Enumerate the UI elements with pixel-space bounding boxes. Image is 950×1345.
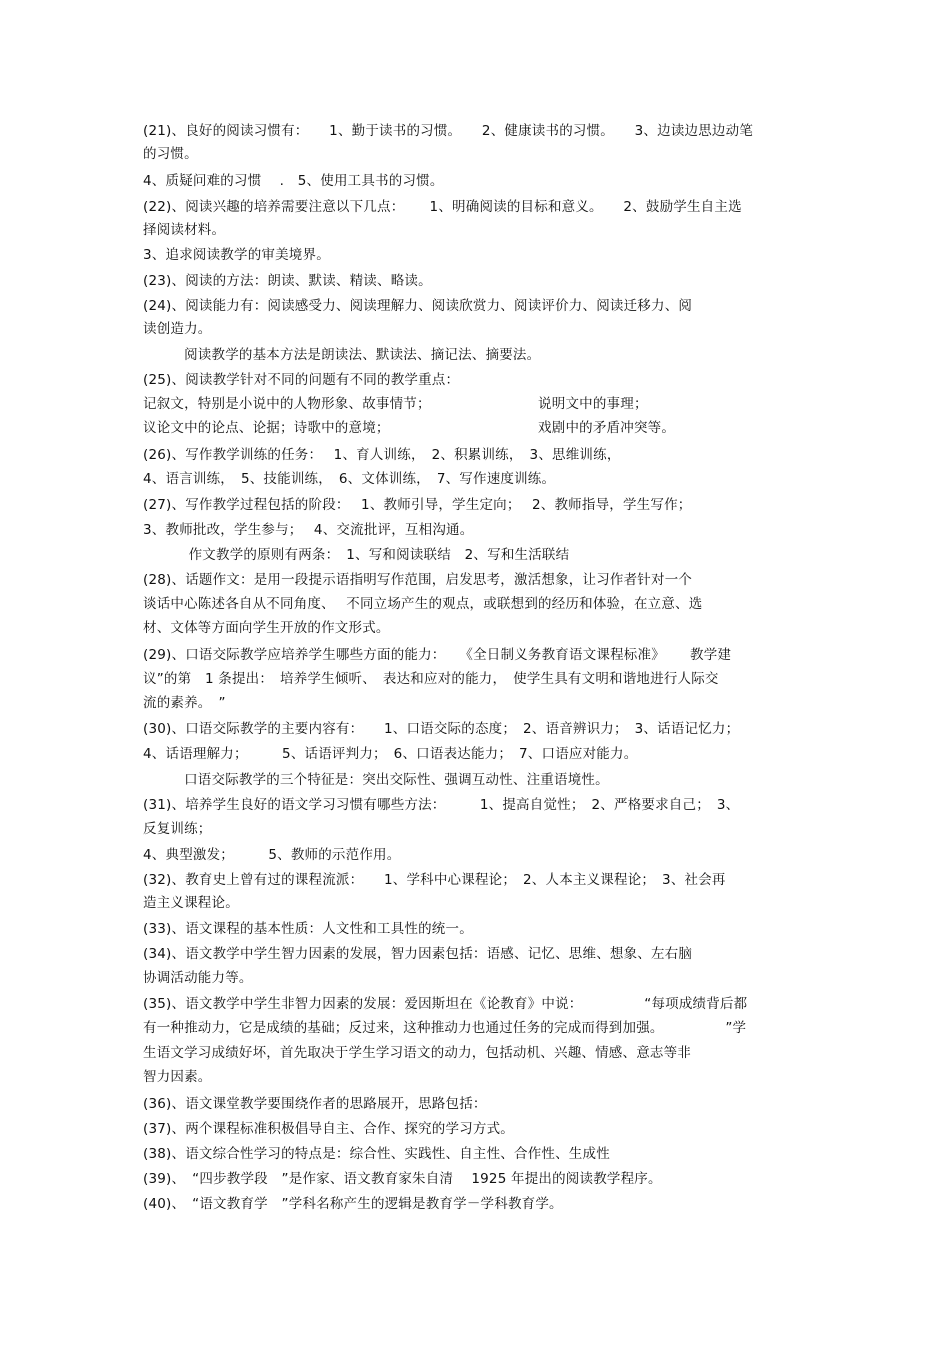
text-line: 阅读教学的基本方法是朗读法、默读法、摘记法、摘要法。 (143, 347, 541, 363)
text-line: 4、语言训练， 5、技能训练， 6、文体训练， 7、写作速度训练。 (143, 471, 556, 487)
text-line: 生语文学习成绩好坏，首先取决于学生学习语文的动力，包括动机、兴趣、情感、意志等非 (143, 1045, 691, 1061)
text-line: (32)、教育史上曾有过的课程流派： 1、学科中心课程论； 2、人本主义课程论； 3、社会再 (143, 872, 726, 888)
text-line: (23)、阅读的方法：朗读、默读、精读、略读。 (143, 273, 432, 289)
text-line: 作文教学的原则有两条： 1、写和阅读联结 2、写和生活联结 (143, 547, 570, 563)
text-line: (31)、培养学生良好的语文学习习惯有哪些方法： 1、提高自觉性； 2、严格要求自己； 3、 (143, 797, 740, 813)
text-line: 读创造力。 (143, 321, 212, 337)
text-line: 造主义课程论。 (143, 895, 239, 911)
text-line: 材、文体等方面向学生开放的作文形式。 (143, 620, 390, 636)
text-line: 3、教师批改，学生参与； 4、交流批评，互相沟通。 (143, 522, 474, 538)
text-line: (26)、写作教学训练的任务： 1、育人训练， 2、积累训练， 3、思维训练， (143, 447, 621, 463)
text-line: 反复训练； (143, 821, 212, 837)
text-line: 议”的第 1 条提出： 培养学生倾听、 表达和应对的能力， 使学生具有文明和谐地进行人际交 (143, 671, 719, 687)
text-line: 流的素养。 ” (143, 695, 226, 711)
text-line: (33)、语文课程的基本性质：人文性和工具性的统一。 (143, 921, 473, 937)
text-line: (28)、话题作文：是用一段提示语指明写作范围，启发思考，激活想象，让习作者针对一个 (143, 572, 693, 588)
text-line: (29)、口语交际教学应培养学生哪些方面的能力： 《全日制义务教育语文课程标准》 教学建 (143, 647, 732, 663)
text-line: 智力因素。 (143, 1069, 212, 1085)
text-line: 协调活动能力等。 (143, 970, 253, 986)
text-line: 的习惯。 (143, 146, 198, 162)
text-line: 有一种推动力，它是成绩的基础；反过来，这种推动力也通过任务的完成而得到加强。 ”学 (143, 1020, 747, 1036)
text-line: 口语交际教学的三个特征是：突出交际性、强调互动性、注重语境性。 (143, 772, 609, 788)
text-line: 3、追求阅读教学的审美境界。 (143, 247, 330, 263)
text-line: (30)、口语交际教学的主要内容有： 1、口语交际的态度； 2、语音辨识力； 3、话语记忆力； (143, 721, 740, 737)
text-line: 议论文中的论点、论据；诗歌中的意境； 戏剧中的矛盾冲突等。 (143, 420, 676, 436)
text-line: (38)、语文综合性学习的特点是：综合性、实践性、自主性、合作性、生成性 (143, 1146, 610, 1162)
text-line: (21)、良好的阅读习惯有： 1、勤于读书的习惯。 2、健康读书的习惯。 3、边读边思边动笔 (143, 123, 754, 139)
text-line: (24)、阅读能力有：阅读感受力、阅读理解力、阅读欣赏力、阅读评价力、阅读迁移力、阅 (143, 298, 693, 314)
text-line: (25)、阅读教学针对不同的问题有不同的教学重点： (143, 372, 460, 388)
text-line: (40)、 “语文教育学 ”学科名称产生的逻辑是教育学－学科教育学。 (143, 1196, 563, 1212)
text-line: (35)、语文教学中学生非智力因素的发展：爱因斯坦在《论教育》中说： “每项成绩背后都 (143, 996, 748, 1012)
text-line: 4、质疑问难的习惯 . 5、使用工具书的习惯。 (143, 173, 444, 189)
text-line: (39)、 “四步教学段 ”是作家、语文教育家朱自清 1925 年提出的阅读教学程序。 (143, 1171, 662, 1187)
text-line: 4、典型激发； 5、教师的示范作用。 (143, 847, 401, 863)
text-line: (22)、阅读兴趣的培养需要注意以下几点： 1、明确阅读的目标和意义。 2、鼓励学生自主选 (143, 199, 742, 215)
text-line: (36)、语文课堂教学要围绕作者的思路展开，思路包括： (143, 1096, 487, 1112)
text-line: (34)、语文教学中学生智力因素的发展，智力因素包括：语感、记忆、思维、想象、左右脑 (143, 946, 693, 962)
text-line: (27)、写作教学过程包括的阶段： 1、教师引导，学生定向； 2、教师指导，学生写作； (143, 497, 692, 513)
text-line: 记叙文，特别是小说中的人物形象、故事情节； 说明文中的事理； (143, 396, 648, 412)
text-line: 4、话语理解力； 5、话语评判力； 6、口语表达能力； 7、口语应对能力。 (143, 746, 638, 762)
text-line: (37)、两个课程标准积极倡导自主、合作、探究的学习方式。 (143, 1121, 515, 1137)
text-line: 谈话中心陈述各自从不同角度、 不同立场产生的观点，或联想到的经历和体验，在立意、选 (143, 596, 703, 612)
text-line: 择阅读材料。 (143, 222, 226, 238)
